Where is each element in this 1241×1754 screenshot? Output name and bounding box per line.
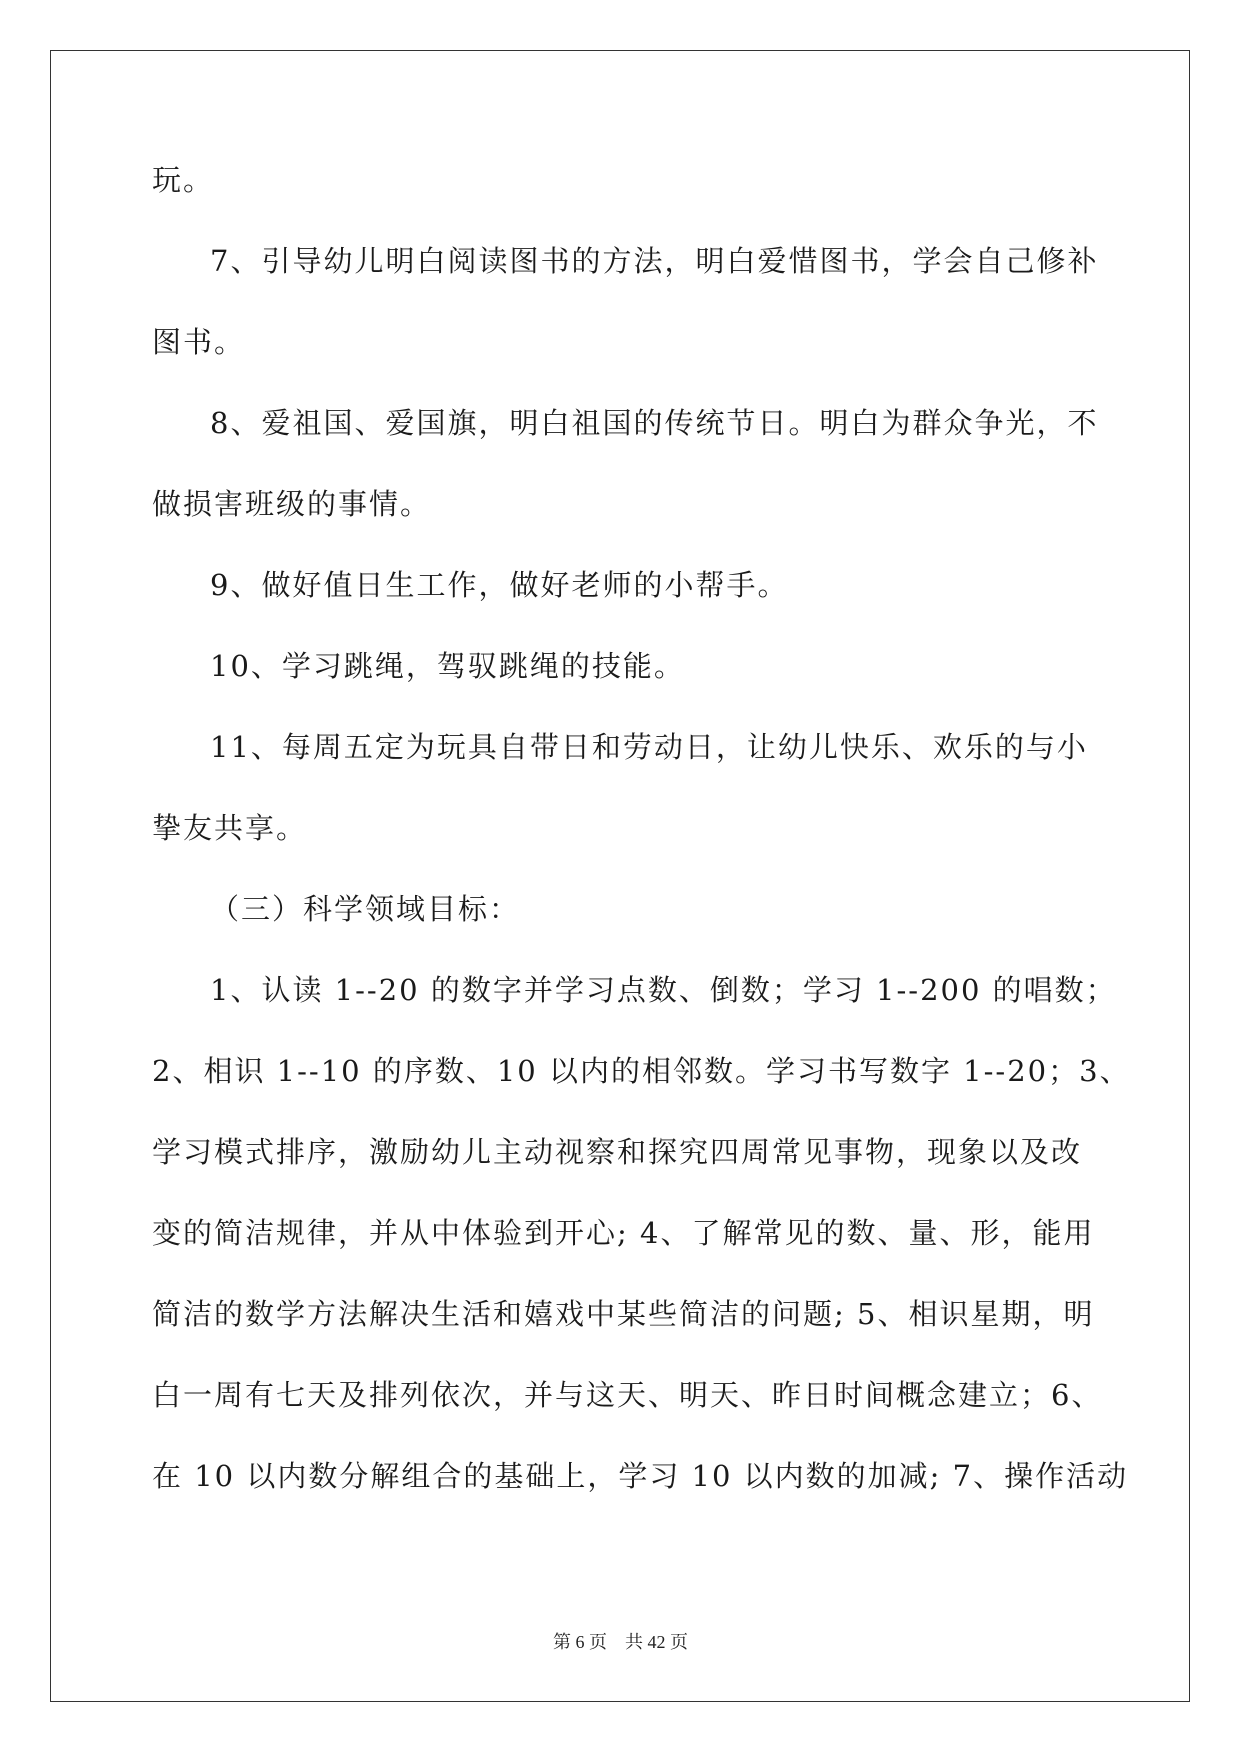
- text-line: 10、学习跳绳，驾驭跳绳的技能。: [210, 649, 685, 683]
- text-line: 挚友共享。: [152, 811, 308, 845]
- text-line: 图书。: [152, 325, 246, 359]
- text-line: 8、爱祖国、爱国旗，明白祖国的传统节日。明白为群众争光，不: [210, 406, 1099, 440]
- page-number: 第 6 页: [553, 1632, 607, 1652]
- text-line: 11、每周五定为玩具自带日和劳动日，让幼儿快乐、欢乐的与小: [210, 730, 1088, 764]
- text-line: 9、做好值日生工作，做好老师的小帮手。: [210, 568, 789, 602]
- text-line: 变的简洁规律，并从中体验到开心; 4、了解常见的数、量、形，能用: [152, 1216, 1095, 1250]
- text-line: 简洁的数学方法解决生活和嬉戏中某些简洁的问题; 5、相识星期，明: [152, 1297, 1095, 1331]
- text-line: 学习模式排序，激励幼儿主动视察和探究四周常见事物，现象以及改: [152, 1135, 1083, 1169]
- text-line: 1、认读 1--20 的数字并学习点数、倒数；学习 1--200 的唱数；: [210, 973, 1117, 1007]
- section-heading: （三）科学领域目标：: [210, 892, 521, 926]
- page-border: [50, 50, 1190, 1702]
- text-line: 做损害班级的事情。: [152, 487, 432, 521]
- text-line: 7、引导幼儿明白阅读图书的方法，明白爱惜图书，学会自己修补: [210, 244, 1099, 278]
- text-line: 玩。: [152, 163, 215, 197]
- page-total: 共 42 页: [625, 1632, 688, 1652]
- text-line: 白一周有七天及排列依次，并与这天、明天、昨日时间概念建立；6、: [152, 1378, 1103, 1412]
- text-line: 在 10 以内数分解组合的基础上，学习 10 以内数的加减; 7、操作活动: [152, 1459, 1129, 1493]
- text-line: 2、相识 1--10 的序数、10 以内的相邻数。学习书写数字 1--20；3、: [152, 1054, 1131, 1088]
- page-footer: [0, 1628, 1241, 1654]
